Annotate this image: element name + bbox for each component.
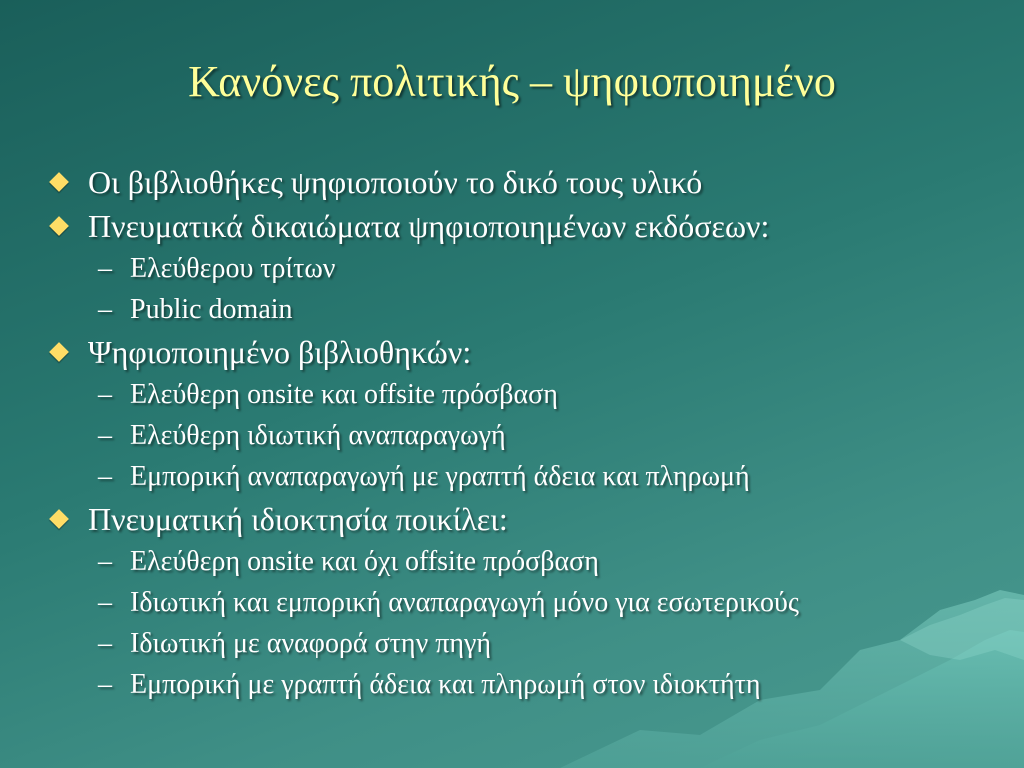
diamond-bullet-icon bbox=[49, 172, 69, 192]
dash-bullet: – bbox=[98, 253, 112, 284]
list-item bbox=[48, 497, 998, 541]
dash-bullet: – bbox=[98, 587, 112, 618]
sub-list-item bbox=[48, 248, 998, 289]
sub-list-item bbox=[48, 664, 998, 705]
list-item-text: Ψηφιοποιημένο βιβλιοθηκών: bbox=[88, 334, 472, 370]
dash-bullet: – bbox=[98, 628, 112, 659]
sub-list-item bbox=[48, 582, 998, 623]
sub-list-item bbox=[48, 541, 998, 582]
list-item bbox=[48, 204, 998, 248]
sub-list-item-text: Ιδιωτική με αναφορά στην πηγή bbox=[130, 628, 492, 659]
diamond-bullet-icon bbox=[49, 509, 69, 529]
dash-bullet: – bbox=[98, 294, 112, 325]
diamond-bullet-icon bbox=[49, 342, 69, 362]
sub-list-item bbox=[48, 415, 998, 456]
dash-bullet: – bbox=[98, 669, 112, 700]
sub-list-item-text: Public domain bbox=[130, 294, 293, 325]
list-item-text: Πνευματικά δικαιώματα ψηφιοποιημένων εκδόσεων: bbox=[88, 208, 770, 244]
sub-list-item-text: Ελεύθερη onsite και offsite πρόσβαση bbox=[130, 379, 558, 410]
list-item bbox=[48, 330, 998, 374]
bullet-list bbox=[48, 160, 998, 705]
sub-list-item-text: Εμπορική αναπαραγωγή με γραπτή άδεια και πληρωμή bbox=[130, 461, 750, 492]
sub-list-item bbox=[48, 623, 998, 664]
slide-title: Κανόνες πολιτικής – ψηφιοποιημένο bbox=[188, 57, 836, 106]
sub-list-item-text: Ελεύθερη onsite και όχι offsite πρόσβαση bbox=[130, 546, 599, 577]
list-item bbox=[48, 160, 998, 204]
dash-bullet: – bbox=[98, 420, 112, 451]
sub-list-item bbox=[48, 289, 998, 330]
dash-bullet: – bbox=[98, 546, 112, 577]
sub-list-item bbox=[48, 456, 998, 497]
sub-list-item-text: Εμπορική με γραπτή άδεια και πληρωμή στον ιδιοκτήτη bbox=[130, 669, 761, 700]
list-item-text: Πνευματική ιδιοκτησία ποικίλει: bbox=[88, 501, 508, 537]
dash-bullet: – bbox=[98, 461, 112, 492]
sub-list-item-text: Ελεύθερη ιδιωτική αναπαραγωγή bbox=[130, 420, 506, 451]
diamond-bullet-icon bbox=[49, 216, 69, 236]
sub-list-item-text: Ελεύθερου τρίτων bbox=[130, 253, 336, 284]
sub-list-item bbox=[48, 374, 998, 415]
sub-list-item-text: Ιδιωτική και εμπορική αναπαραγωγή μόνο για εσωτερικούς bbox=[130, 587, 800, 618]
dash-bullet: – bbox=[98, 379, 112, 410]
list-item-text: Οι βιβλιοθήκες ψηφιοποιούν το δικό τους υλικό bbox=[88, 164, 703, 200]
